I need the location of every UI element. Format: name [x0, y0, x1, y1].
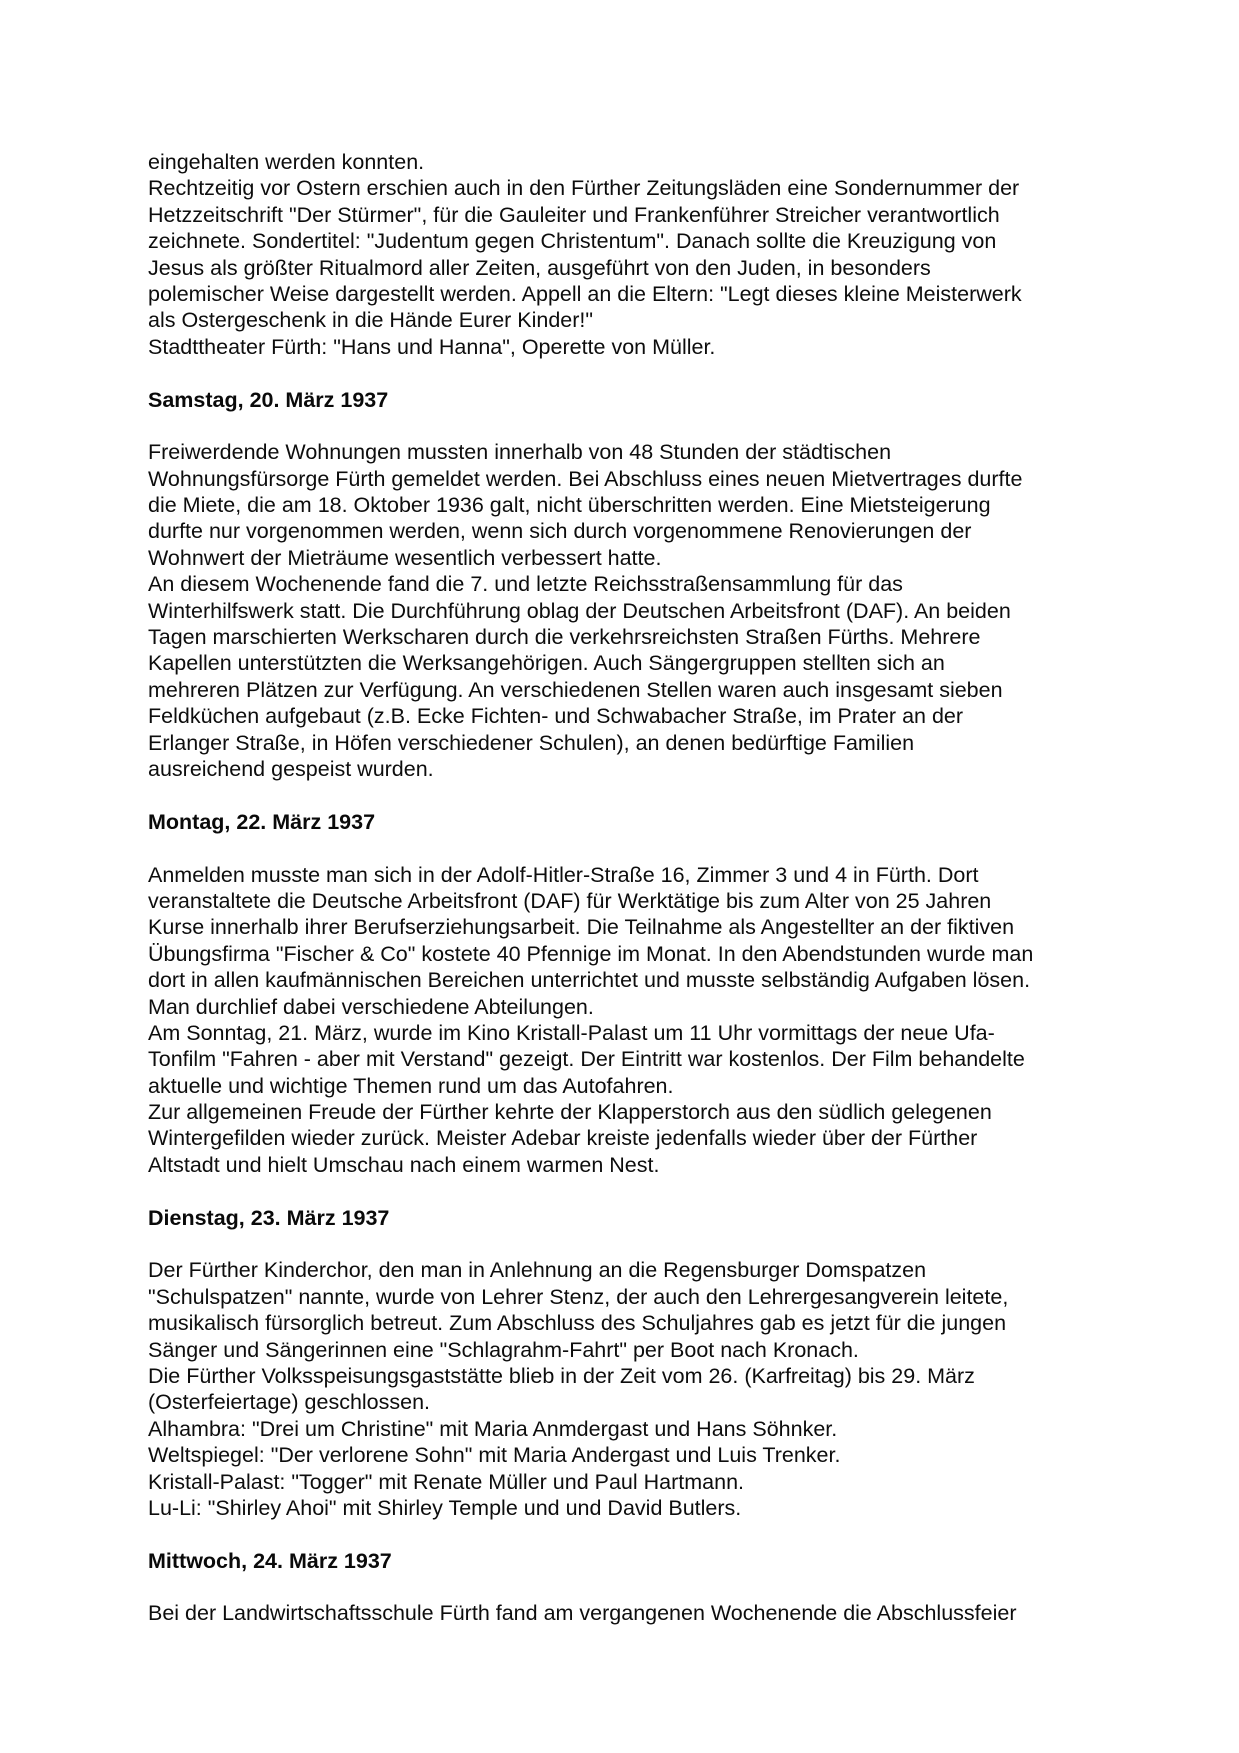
text-line: mehreren Plätzen zur Verfügung. An verschiedenen Stellen waren auch insgesamt sieben	[148, 677, 1003, 702]
text-line: Wintergefilden wieder zurück. Meister Adebar kreiste jedenfalls wieder über der Fürther	[148, 1126, 978, 1151]
text-line: Die Fürther Volksspeisungsgaststätte blieb in der Zeit vom 26. (Karfreitag) bis 29. März	[148, 1363, 975, 1388]
text-line: Am Sonntag, 21. März, wurde im Kino Kristall-Palast um 11 Uhr vormittags der neue Ufa-	[148, 1020, 995, 1045]
paragraph-saturday	[148, 439, 1208, 782]
text-line: dort in allen kaufmännischen Bereichen unterrichtet und musste selbständig Aufgaben lösen.	[148, 968, 1031, 993]
text-line: Tonfilm "Fahren - aber mit Verstand" gezeigt. Der Eintritt war kostenlos. Der Film behandelte	[148, 1047, 1025, 1072]
paragraph-monday	[148, 862, 1208, 1179]
text-line: Wohnungsfürsorge Fürth gemeldet werden. Bei Abschluss eines neuen Mietvertrages durfte	[148, 466, 1023, 491]
text-line: Feldküchen aufgebaut (z.B. Ecke Fichten- und Schwabacher Straße, im Prater an der	[148, 704, 964, 729]
paragraph-wednesday	[148, 1600, 1208, 1626]
text-line: Erlanger Straße, in Höfen verschiedener Schulen), an denen bedürftige Familien	[148, 730, 915, 755]
text-line: Stadttheater Fürth: "Hans und Hanna", Operette von Müller.	[148, 334, 716, 359]
text-line: Tagen marschierten Werkscharen durch die verkehrsreichsten Straßen Fürths. Mehrere	[148, 625, 981, 650]
text-line: musikalisch fürsorglich betreut. Zum Abschluss des Schuljahres gab es jetzt für die jungen	[148, 1311, 1007, 1336]
paragraph-intro	[148, 149, 1208, 360]
text-line: Der Fürther Kinderchor, den man in Anlehnung an die Regensburger Domspatzen	[148, 1258, 927, 1283]
text-line: Altstadt und hielt Umschau nach einem warmen Nest.	[148, 1152, 660, 1177]
text-line: Lu-Li: "Shirley Ahoi" mit Shirley Temple und und David Butlers.	[148, 1495, 742, 1520]
text-line: Weltspiegel: "Der verlorene Sohn" mit Maria Andergast und Luis Trenker.	[148, 1443, 841, 1468]
text-line: Sänger und Sängerinnen eine "Schlagrahm-Fahrt" per Boot nach Kronach.	[148, 1337, 859, 1362]
text-line: Jesus als größter Ritualmord aller Zeiten, ausgeführt von den Juden, in besonders	[148, 255, 931, 280]
text-line: Übungsfirma "Fischer & Co" kostete 40 Pfennige im Monat. In den Abendstunden wurde man	[148, 941, 1034, 966]
text-line: An diesem Wochenende fand die 7. und letzte Reichsstraßensammlung für das	[148, 572, 903, 597]
text-line: durfte nur vorgenommen werden, wenn sich durch vorgenommene Renovierungen der	[148, 519, 972, 544]
text-line: Kristall-Palast: "Togger" mit Renate Müller und Paul Hartmann.	[148, 1469, 745, 1494]
text-line: Anmelden musste man sich in der Adolf-Hitler-Straße 16, Zimmer 3 und 4 in Fürth. Dort	[148, 862, 979, 887]
text-line: Winterhilfswerk statt. Die Durchführung oblag der Deutschen Arbeitsfront (DAF). An beiden	[148, 598, 1011, 623]
date-heading-tuesday: Dienstag, 23. März 1937	[148, 1205, 390, 1230]
text-line: die Miete, die am 18. Oktober 1936 galt, nicht überschritten werden. Eine Mietsteigerung	[148, 493, 991, 518]
text-line: Zur allgemeinen Freude der Fürther kehrte der Klapperstorch aus den südlich gelegenen	[148, 1100, 992, 1125]
text-line: Wohnwert der Mieträume wesentlich verbessert hatte.	[148, 545, 662, 570]
text-line: Kapellen unterstützten die Werksangehörigen. Auch Sängergruppen stellten sich an	[148, 651, 945, 676]
text-line: "Schulspatzen" nannte, wurde von Lehrer Stenz, der auch den Lehrergesangverein leitete,	[148, 1284, 1009, 1309]
text-line: ausreichend gespeist wurden.	[148, 756, 434, 781]
document-page	[148, 149, 1208, 1653]
text-line: Bei der Landwirtschaftsschule Fürth fand am vergangenen Wochenende die Abschlussfeier	[148, 1601, 1017, 1626]
text-line: Alhambra: "Drei um Christine" mit Maria Anmdergast und Hans Söhnker.	[148, 1416, 838, 1441]
text-line: polemischer Weise dargestellt werden. Appell an die Eltern: "Legt dieses kleine Meisterwerk	[148, 281, 1022, 306]
text-line: Kurse innerhalb ihrer Berufserziehungsarbeit. Die Teilnahme als Angestellter an der fiktiven	[148, 915, 1015, 940]
text-line: veranstaltete die Deutsche Arbeitsfront (DAF) für Werktätige bis zum Alter von 25 Jahren	[148, 888, 992, 913]
date-heading-saturday: Samstag, 20. März 1937	[148, 387, 389, 412]
text-line: Man durchlief dabei verschiedene Abteilungen.	[148, 994, 594, 1019]
text-line: (Osterfeiertage) geschlossen.	[148, 1390, 431, 1415]
date-heading-monday: Montag, 22. März 1937	[148, 809, 376, 834]
date-heading-wednesday: Mittwoch, 24. März 1937	[148, 1548, 392, 1573]
text-line: Rechtzeitig vor Ostern erschien auch in den Fürther Zeitungsläden eine Sondernummer der	[148, 176, 1020, 201]
text-line: zeichnete. Sondertitel: "Judentum gegen Christentum". Danach sollte die Kreuzigung von	[148, 229, 997, 254]
text-line: Freiwerdende Wohnungen mussten innerhalb von 48 Stunden der städtischen	[148, 440, 892, 465]
text-line: eingehalten werden konnten.	[148, 150, 425, 174]
paragraph-tuesday	[148, 1257, 1208, 1521]
text-line: aktuelle und wichtige Themen rund um das Autofahren.	[148, 1073, 674, 1098]
text-line: Hetzzeitschrift "Der Stürmer", für die Gauleiter und Frankenführer Streicher verantwortlich	[148, 202, 1000, 227]
text-line: als Ostergeschenk in die Hände Eurer Kinder!"	[148, 308, 594, 333]
